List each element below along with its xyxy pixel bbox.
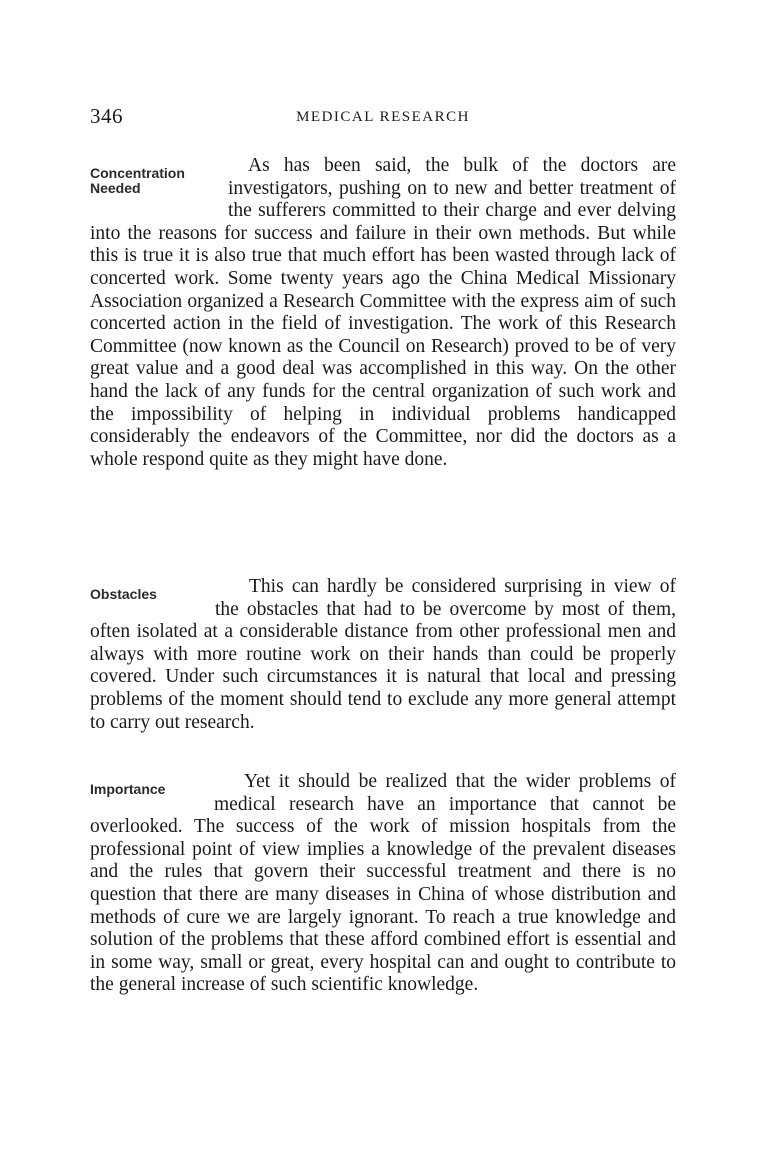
- section-obstacles: [90, 576, 676, 734]
- paragraph-concentration-needed: As has been said, the bulk of the doctors are investigators, pushing on to new and better treatment of the sufferers committed to their charge and ever delving into the reasons for success and failure in their own methods. But while this is true it is also true that much effort has been wasted through lack of concerted work. Some twenty years ago the China Medical Missionary Association organized a Research Committee with the express aim of such concerted action in the field of investigation. The work of this Research Committee (now known as the Council on Research) proved to be of very great value and a good deal was accomplished in this way. On the other hand the lack of any funds for the central organization of such work and the impossibility of helping in individual problems handicapped considerably the endeavors of the Committee, nor did the doctors as a whole respond quite as they might have done.: [90, 155, 676, 470]
- paragraph-obstacles: This can hardly be considered surprising in view of the obstacles that had to be overcome by most of them, often isolated at a considerable distance from other professional men and always with more routine work on their hands than could be properly covered. Under such circumstances it is natural that local and pressing problems of the moment should tend to exclude any more general attempt to carry out research.: [90, 576, 676, 733]
- section-importance: [90, 771, 676, 997]
- paragraph-importance: Yet it should be realized that the wider problems of medical research have an importance that cannot be overlooked. The success of the work of mission hospitals from the professional point of view implies a knowledge of the prevalent diseases and the rules that govern their successful treatment and there is no question that there are many diseases in China of whose distribution and methods of cure we are largely ignorant. To reach a true knowledge and solution of the problems that these afford combined effort is essential and in some way, small or great, every hospital can and ought to contribute to the general increase of such scientific knowledge.: [90, 771, 676, 996]
- sidenote-importance: Importance: [90, 781, 166, 797]
- page-number: 346: [90, 104, 123, 128]
- section-concentration-needed: [90, 155, 676, 471]
- running-head: MEDICAL RESEARCH: [296, 109, 470, 125]
- sidenote-concentration-needed: Concentration Needed: [90, 165, 185, 196]
- page-header: [90, 104, 676, 134]
- sidenote-obstacles: Obstacles: [90, 586, 157, 602]
